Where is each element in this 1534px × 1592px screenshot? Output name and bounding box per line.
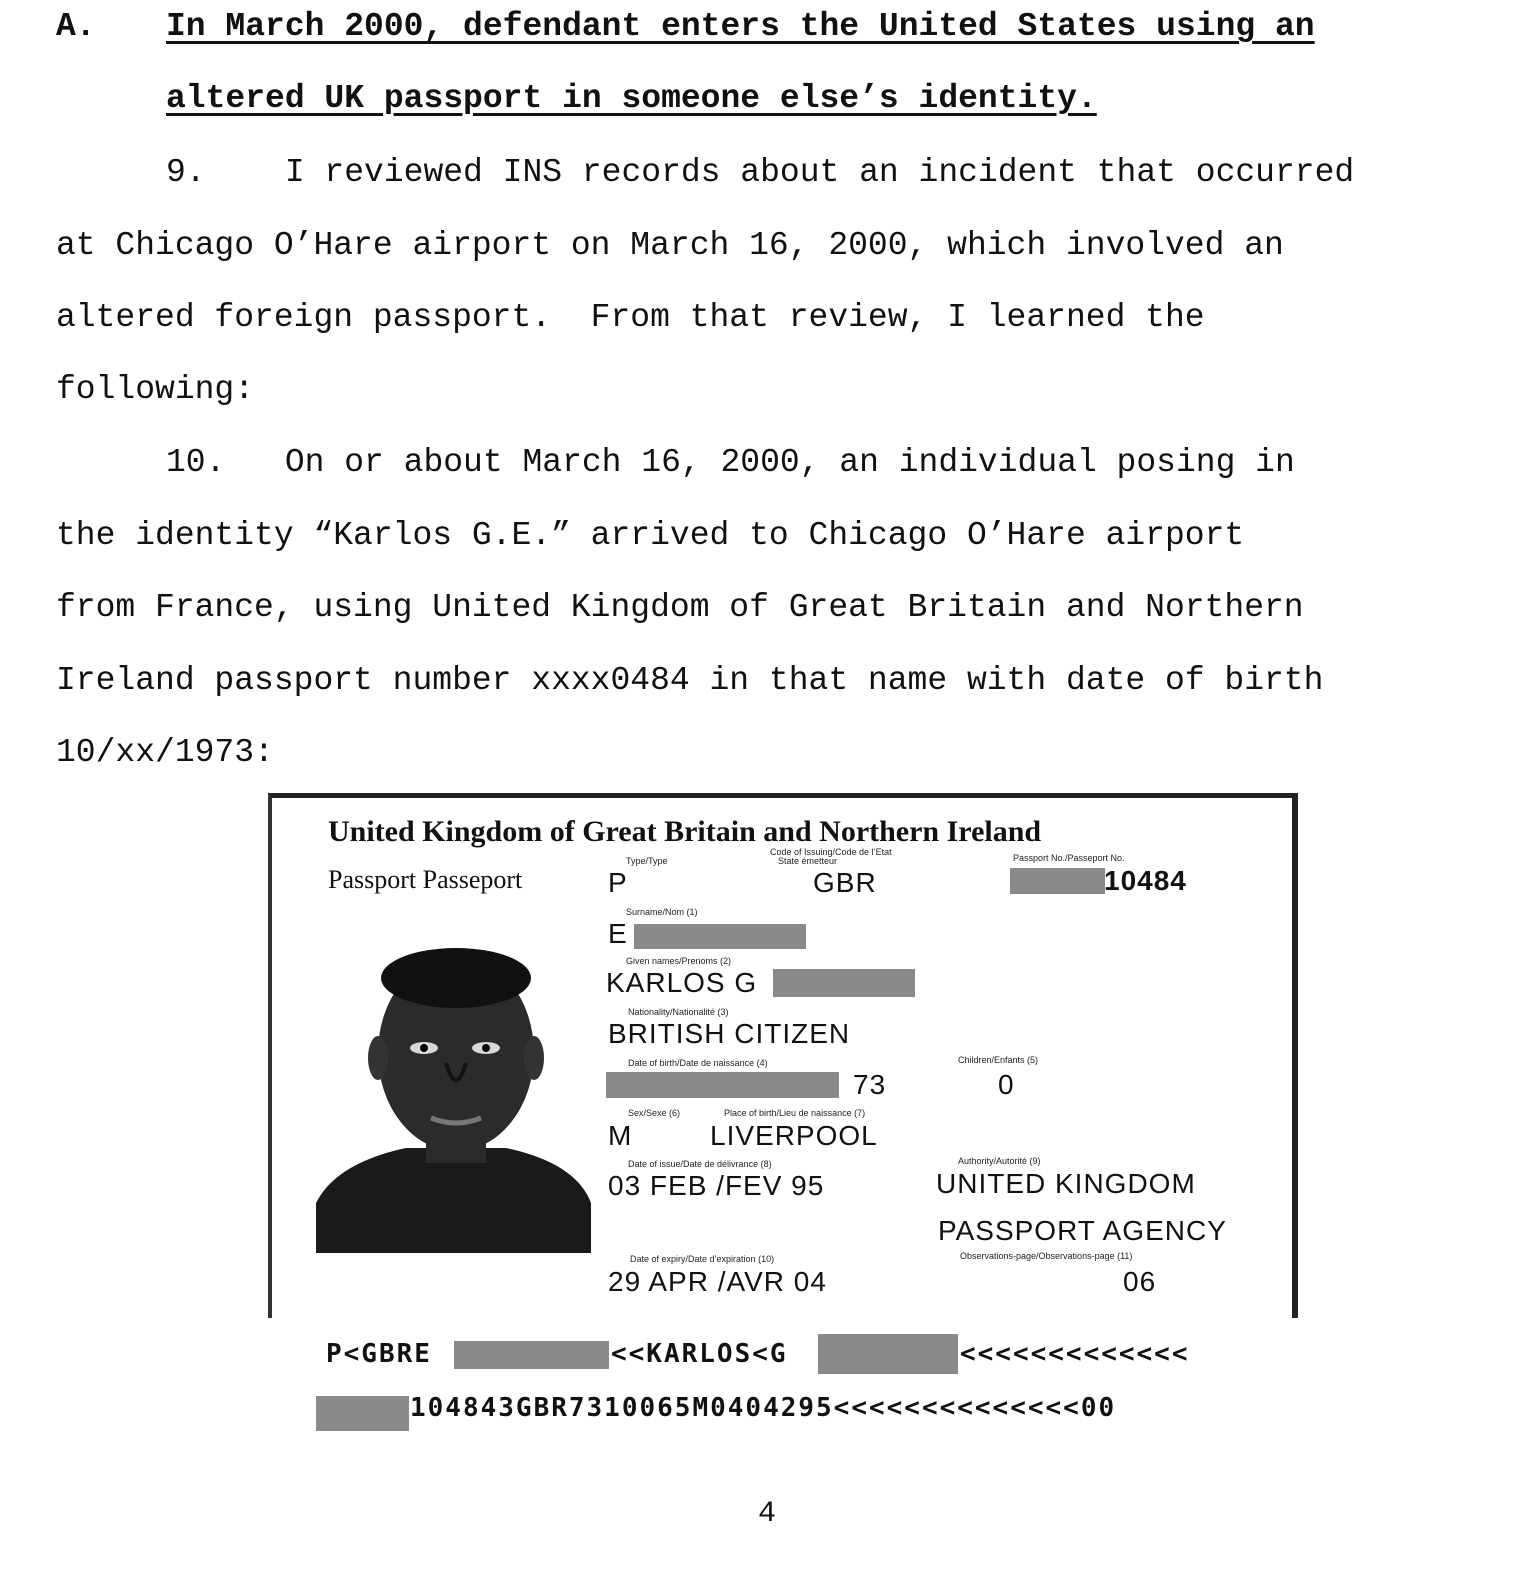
value-given-names: KARLOS G — [606, 967, 758, 998]
paragraph-10-line-2: the identity “Karlos G.E.” arrived to Chicago O’Hare airport — [56, 517, 1245, 554]
label-type: Type/Type — [626, 856, 668, 866]
redaction-mrz-given — [818, 1334, 958, 1374]
value-authority-line-2: PASSPORT AGENCY — [938, 1215, 1227, 1246]
section-heading-line-2: altered UK passport in someone else’s identity. — [166, 80, 1097, 117]
label-date-of-issue: Date of issue/Date de délivrance (8) — [628, 1159, 772, 1169]
section-heading-line-1: In March 2000, defendant enters the United States using an — [166, 8, 1315, 45]
label-passport-number: Passport No./Passeport No. — [1013, 853, 1125, 863]
value-issuing-state: GBR — [813, 867, 877, 898]
label-place-of-birth: Place of birth/Lieu de naissance (7) — [724, 1108, 866, 1118]
value-date-of-birth: 73 — [853, 1069, 887, 1100]
label-date-of-birth: Date of birth/Date de naissance (4) — [628, 1058, 768, 1068]
label-sex: Sex/Sexe (6) — [628, 1108, 681, 1118]
value-observations: 06 — [1123, 1266, 1157, 1297]
value-place-of-birth: LIVERPOOL — [710, 1120, 878, 1151]
paragraph-9-line-3: altered foreign passport. From that review, I learned the — [56, 299, 1205, 336]
label-nationality: Nationality/Nationalité (3) — [628, 1007, 729, 1017]
paragraph-10-line-1: 10. On or about March 16, 2000, an individual posing in — [166, 444, 1295, 481]
paragraph-10-line-3: from France, using United Kingdom of Great Britain and Northern — [56, 589, 1304, 626]
value-sex: M — [608, 1120, 633, 1151]
label-given-names: Given names/Prenoms (2) — [626, 956, 732, 966]
redaction-passport-number — [1010, 868, 1105, 894]
redaction-given-names — [773, 969, 915, 997]
passport-image — [268, 793, 1298, 1443]
redaction-mrz-number — [316, 1396, 409, 1431]
redaction-mrz-surname — [454, 1341, 609, 1369]
paragraph-9-line-4: following: — [56, 371, 255, 408]
paragraph-9-line-1: 9. I reviewed INS records about an incident that occurred — [166, 154, 1355, 191]
value-authority-line-1: UNITED KINGDOM — [936, 1168, 1196, 1199]
redaction-date-of-birth — [606, 1072, 839, 1098]
passport-subtitle: Passport Passeport — [328, 865, 523, 894]
value-date-of-expiry: 29 APR /AVR 04 — [608, 1266, 827, 1297]
mrz-line-1-middle: <<KARLOS<G — [611, 1339, 788, 1369]
value-passport-number: 10484 — [1104, 865, 1187, 896]
section-letter: A. — [56, 8, 96, 45]
mrz-line-2: 104843GBR7310065M0404295<<<<<<<<<<<<<<00 — [410, 1393, 1117, 1423]
page-number: 4 — [757, 1497, 776, 1531]
passport-title: United Kingdom of Great Britain and Northern Ireland — [328, 815, 1042, 848]
value-type: P — [608, 867, 628, 898]
redaction-surname — [634, 924, 806, 949]
label-issuing-state-2: State émetteur — [778, 856, 838, 866]
label-surname: Surname/Nom (1) — [626, 907, 698, 917]
paragraph-9-line-2: at Chicago O’Hare airport on March 16, 2000, which involved an — [56, 227, 1284, 264]
value-nationality: BRITISH CITIZEN — [608, 1018, 851, 1049]
portrait-photo — [316, 933, 596, 1253]
label-authority: Authority/Autorité (9) — [958, 1156, 1041, 1166]
paragraph-10-line-5: 10/xx/1973: — [56, 734, 274, 771]
mrz-line-1-start: P<GBRE — [326, 1339, 432, 1369]
value-date-of-issue: 03 FEB /FEV 95 — [608, 1170, 825, 1201]
value-children: 0 — [998, 1069, 1015, 1100]
label-observations: Observations-page/Observations-page (11) — [960, 1251, 1133, 1261]
label-issuing-state: Code of Issuing/Code de l’Etat — [770, 847, 892, 857]
label-date-of-expiry: Date of expiry/Date d’expiration (10) — [630, 1254, 775, 1264]
paragraph-10-line-4: Ireland passport number xxxx0484 in that name with date of birth — [56, 662, 1324, 699]
mrz-line-1-end: <<<<<<<<<<<<< — [960, 1339, 1190, 1369]
label-children: Children/Enfants (5) — [958, 1055, 1039, 1065]
value-surname: E — [608, 918, 628, 949]
